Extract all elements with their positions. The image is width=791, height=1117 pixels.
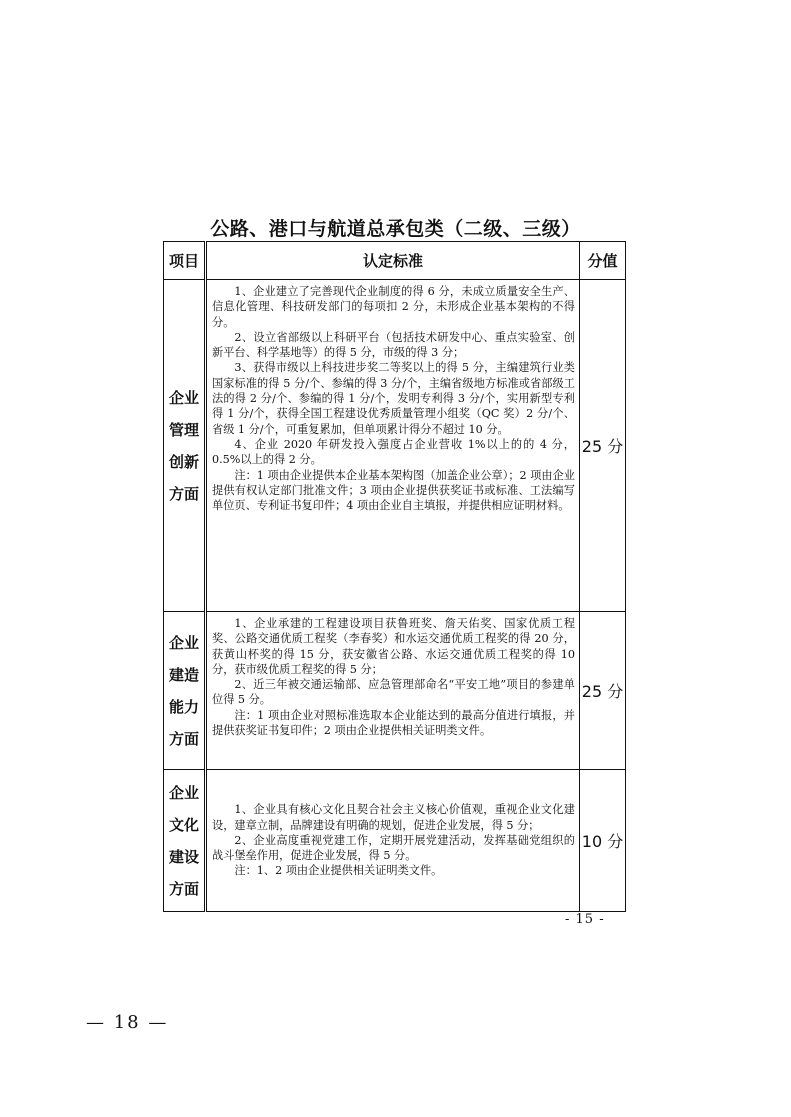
row-item-construction <box>164 612 206 770</box>
table-header-row <box>164 242 626 280</box>
item-char: 企业 <box>168 783 199 802</box>
item-char: 企业 <box>168 388 199 407</box>
header-score: 分值 <box>580 242 626 280</box>
standard-paragraph: 4、企业 2020 年研发投入强度占企业营收 1%以上的的 4 分，0.5%以上的得 2 分。 <box>212 437 575 467</box>
row-score-culture: 10 分 <box>580 770 626 912</box>
standard-paragraph: 3、获得市级以上科技进步奖二等奖以上的得 5 分，主编建筑行业类国家标准的得 5 分/个、参编的得 3 分/个，主编省级地方标准或省部级工法的得 2 分/个、参编的得 1 分/个，发明专利得 3 分/个，实用新型专利得 1 分/个，获得全国工程建设优秀质量管理小组奖（QC 奖）2 分/个、省级 1 分/个，可重复累加，但单项累计得分不超过 10 分。 <box>212 361 575 436</box>
row-standard-culture <box>206 770 580 912</box>
item-char: 创新 <box>168 452 199 471</box>
item-char: 管理 <box>168 420 199 439</box>
standard-paragraph: 2、设立省部级以上科研平台（包括技术研发中心、重点实验室、创新平台、科学基地等）的得 5 分，市级的得 3 分； <box>212 330 575 360</box>
standard-note: 注：1、2 项由企业提供相关证明类文件。 <box>234 864 443 878</box>
header-standard: 认定标准 <box>206 242 580 280</box>
standard-note: 注：1 项由企业提供本企业基本架构图（加盖企业公章）；2 项由企业提供有权认定部门批准文件；3 项由企业提供获奖证书或标准、工法编写单位页、专利证书复印件；4 项由企业自主填报，并提供相应证明材料。 <box>212 468 575 513</box>
header-item: 项目 <box>164 242 206 280</box>
outer-page-number: — 18 — <box>86 1012 169 1033</box>
item-char: 方面 <box>168 879 199 898</box>
row-score-construction: 25 分 <box>580 612 626 770</box>
table-row <box>164 612 626 770</box>
standard-paragraph: 1、企业建立了完善现代企业制度的得 6 分，未成立质量安全生产、信息化管理、科技研发部门的每项扣 2 分，未形成企业基本架构的不得分。 <box>212 285 575 329</box>
row-standard-management <box>206 280 580 612</box>
item-char: 能力 <box>168 697 199 716</box>
standard-note: 注：1 项由企业对照标准选取本企业能达到的最高分值进行填报，并提供获奖证书复印件；2 项由企业提供相关证明类文件。 <box>212 708 575 738</box>
item-char: 建造 <box>168 665 199 684</box>
row-standard-construction <box>206 612 580 770</box>
row-score-management: 25 分 <box>580 280 626 612</box>
standard-paragraph: 1、企业具有核心文化且契合社会主义核心价值观，重视企业文化建设，建章立制，品牌建设有明确的规划，促进企业发展，得 5 分； <box>212 803 575 832</box>
item-char: 文化 <box>168 815 199 834</box>
inner-page-number: - 15 - <box>565 912 605 927</box>
standard-paragraph: 1、企业承建的工程建设项目获鲁班奖、詹天佑奖、国家优质工程奖、公路交通优质工程奖（李春奖）和水运交通优质工程奖的得 20 分，获黄山杯奖的得 15 分，获安徽省公路、水运交通优质工程奖的得 10 分，获市级优质工程奖的得 5 分； <box>212 617 575 676</box>
criteria-table <box>163 241 626 912</box>
item-char: 企业 <box>168 633 199 652</box>
item-char: 方面 <box>168 729 199 748</box>
table-row <box>164 280 626 612</box>
item-char: 方面 <box>168 484 199 503</box>
table-row <box>164 770 626 912</box>
row-item-culture <box>164 770 206 912</box>
standard-paragraph: 2、近三年被交通运输部、应急管理部命名“平安工地”项目的参建单位得 5 分。 <box>212 678 575 707</box>
table-title: 公路、港口与航道总承包类（二级、三级） <box>210 218 581 240</box>
standard-paragraph: 2、企业高度重视党建工作，定期开展党建活动，发挥基础党组织的战斗堡垒作用，促进企业发展，得 5 分。 <box>212 833 575 863</box>
row-item-management <box>164 280 206 612</box>
item-char: 建设 <box>168 847 199 866</box>
